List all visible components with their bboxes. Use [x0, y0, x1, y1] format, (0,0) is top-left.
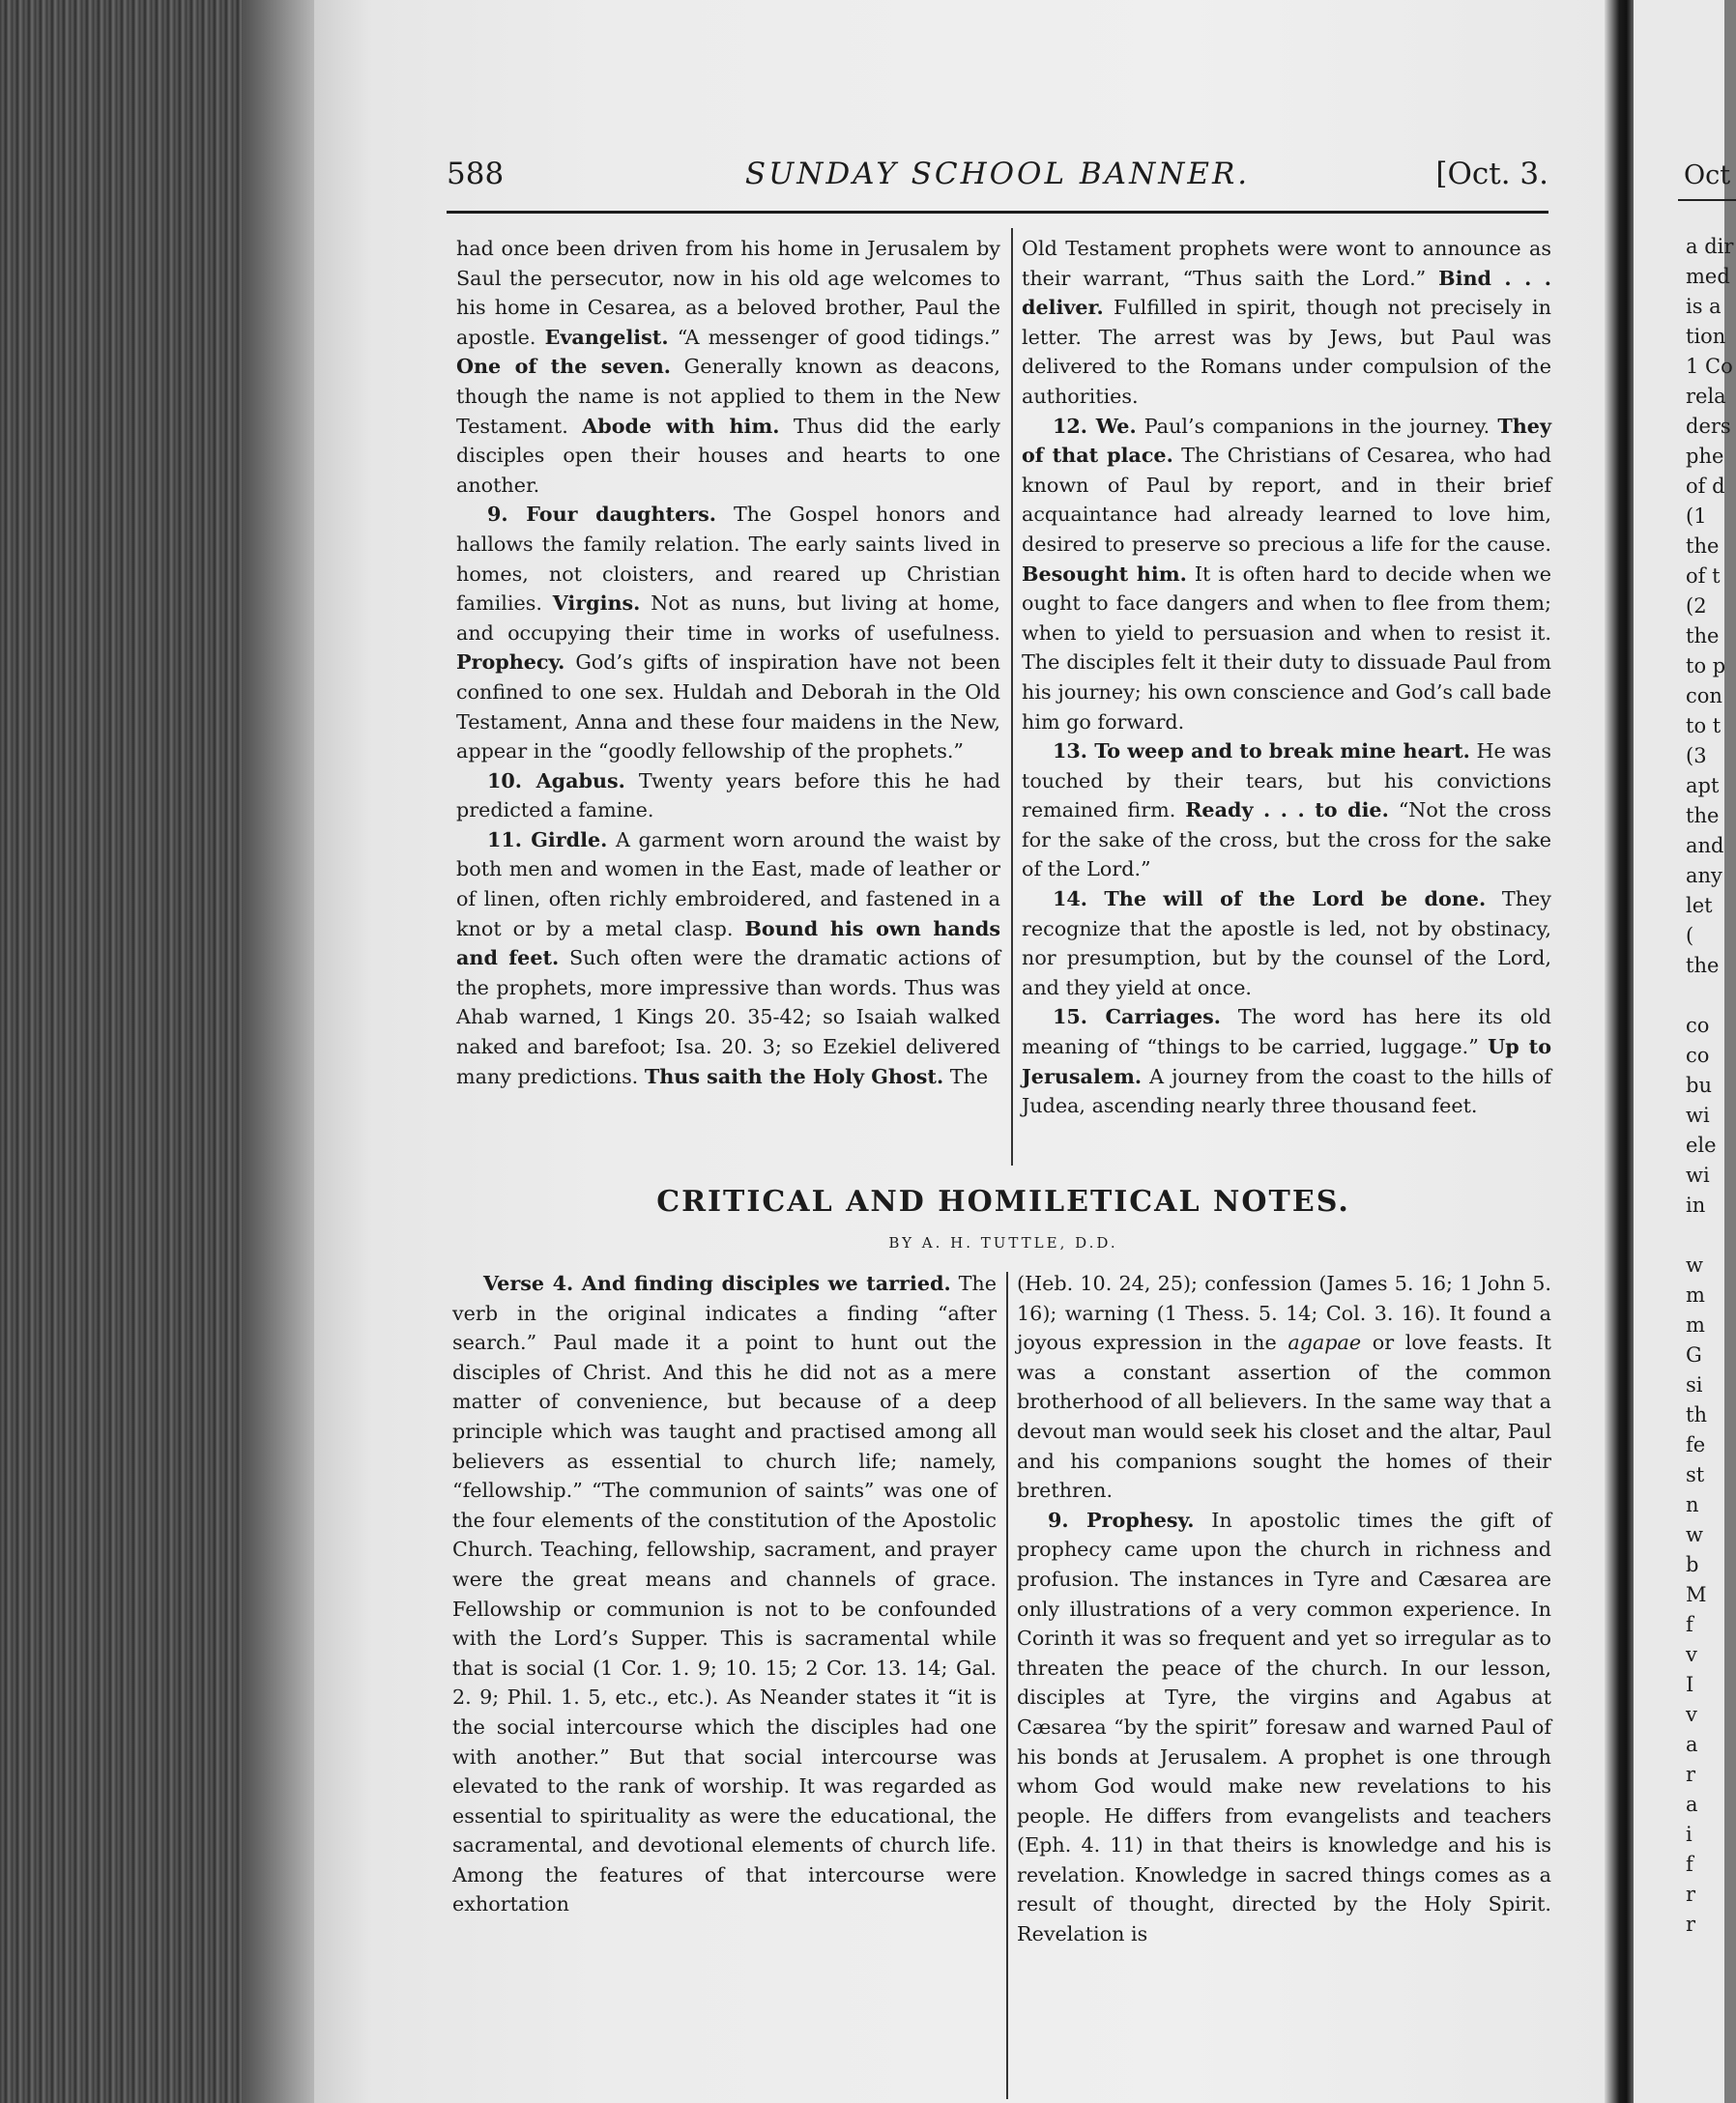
- note-term: Besought him.: [1022, 562, 1187, 586]
- facing-page-line: w: [1686, 1523, 1703, 1546]
- note-term: Evangelist.: [544, 325, 669, 349]
- facing-page-line: to t: [1686, 714, 1722, 737]
- paragraph: [456, 766, 1000, 825]
- facing-page-line: of d: [1686, 475, 1725, 498]
- paragraph: [1022, 884, 1551, 1002]
- facing-page-header-rule: [1678, 199, 1736, 201]
- facing-page-line: si: [1686, 1373, 1703, 1397]
- note-term: Bind . . . deliver.: [1022, 266, 1551, 320]
- facing-page-line: n: [1686, 1493, 1699, 1516]
- lesson-notes-left-column: [456, 234, 1000, 1091]
- note-text: The Christians of Cesarea, who had known of Paul by report, and in their brief acquaintance had already learned to love him, desired to preserve so precious a life for the cause.: [1022, 444, 1551, 556]
- note-text: Paul’s companions in the journey.: [1136, 414, 1498, 438]
- author-byline: BY A. H. TUTTLE, D.D.: [888, 1234, 1118, 1252]
- facing-page-line: wi: [1686, 1104, 1710, 1127]
- facing-page-line: M: [1686, 1583, 1707, 1606]
- facing-page-line: (1: [1686, 504, 1707, 528]
- facing-page-line: a dir: [1686, 235, 1734, 258]
- facing-page-line: phe: [1686, 445, 1724, 468]
- facing-page-line: r: [1686, 1913, 1696, 1936]
- facing-page-line: of t: [1686, 564, 1721, 588]
- note-term: 15. Carriages.: [1053, 1005, 1221, 1029]
- facing-page-line: and: [1686, 834, 1724, 857]
- note-text: A garment worn around the waist by both men and women in the East, made of leather or of linen, often richly embroidered, and fastened in a knot or by a metal clasp.: [456, 827, 1000, 940]
- facing-page-line: tion: [1686, 325, 1726, 348]
- note-text: “A messenger of good tidings.”: [668, 325, 1000, 349]
- facing-page-line: is a: [1686, 295, 1722, 318]
- note-text: The verb in the original indicates a finding “after search.” Paul made it a point to hunt out the disciples of Christ. And this he did not as a mere matter of convenience, but because of a deep principle which was taught and practised among all believers as essential to church life; namely, “fellowship.” “The communion of saints” was one of the four elements of the constitution of the Apostolic Church. Teaching, fellowship, sacrament, and prayer were the great means and channels of grace. Fellowship or communion is not to be confounded with the Lord’s Supper. This is sacramental while that is social (1 Cor. 1. 9; 10. 15; 2 Cor. 13. 14; Gal. 2. 9; Phil. 1. 5, etc., etc.). As Neander states it “it is the social intercourse which the disciples had one with another.” But that social intercourse was elevated to the rank of worship. It was regarded as essential to spirituality as were the educational, the sacramental, and devotional elements of church life. Among the features of that intercourse were exhortation: [452, 1272, 997, 1916]
- note-term: 9. Four daughters.: [487, 503, 717, 527]
- facing-page-line: con: [1686, 684, 1722, 707]
- note-term: Bound his own hands and feet.: [456, 916, 1000, 970]
- facing-page-header: Oct: [1684, 160, 1731, 190]
- facing-page-line: r: [1686, 1883, 1696, 1906]
- note-text: Generally known as deacons, though the name is not applied to them in the New Testament.: [456, 355, 1000, 438]
- note-text: or love feasts. It was a constant assertion of the common brotherhood of all believers. In the same way that a devout man would seek his closet and the altar, Paul and his companions sought the homes of their brethren.: [1017, 1331, 1551, 1503]
- paragraph: [1017, 1269, 1551, 1506]
- facing-page-fragment: [1634, 0, 1734, 2103]
- note-text: In apostolic times the gift of prophecy came upon the church in richness and profusion. The instances in Tyre and Cæsarea are only illustrations of a very common experience. In Corinth it was so frequent and yet so irregular as to threaten the peace of the church. In our lesson, disciples at Tyre, the virgins and Agabus at Cæsarea “by the spirit” foresaw and warned Paul of his bonds at Jerusalem. A prophet is one through whom God would make new revelations to his people. He differs from evangelists and teachers (Eph. 4. 11) in that theirs is knowledge and his is revelation. Knowledge in sacred things comes as a result of thought, directed by the Holy Spirit. Revelation is: [1017, 1508, 1552, 1946]
- paragraph: [452, 1269, 997, 1919]
- lesson-notes-right-column: [1022, 234, 1551, 1121]
- facing-page-line: ele: [1686, 1134, 1717, 1157]
- paragraph: [1022, 736, 1551, 884]
- note-text: (Heb. 10. 24, 25); confession (James 5. 16; 1 John 5. 16); warning (1 Thess. 5. 14; Col. 3. 16). It found a joyous expression in the: [1017, 1272, 1551, 1355]
- note-term: Prophecy.: [456, 650, 565, 675]
- facing-page-line: a: [1686, 1733, 1698, 1756]
- facing-page-line: i: [1686, 1823, 1693, 1846]
- italic-word: agapae: [1288, 1331, 1362, 1355]
- paragraph: [456, 825, 1000, 1091]
- note-text: The word has here its old meaning of “things to be carried, luggage.”: [1022, 1005, 1551, 1059]
- facing-page-line: a: [1686, 1793, 1698, 1816]
- issue-date: [Oct. 3.: [1435, 157, 1548, 191]
- note-text: The: [943, 1064, 989, 1088]
- note-term: 13. To weep and to break mine heart.: [1053, 739, 1470, 763]
- note-text: Such often were the dramatic actions of the prophets, more impressive than words. Thus was Ahab warned, 1 Kings 20. 35-42; so Isaiah walked naked and barefoot; Isa. 20. 3; so Ezekiel delivered many predictions.: [456, 946, 1000, 1088]
- facing-page-line: the: [1686, 804, 1720, 827]
- note-text: Not as nuns, but living at home, and occupying their time in works of usefulness.: [456, 591, 1000, 645]
- running-title: SUNDAY SCHOOL BANNER.: [744, 157, 1251, 191]
- facing-page-line: m: [1686, 1313, 1705, 1337]
- note-term: One of the seven.: [456, 355, 671, 379]
- note-text: Twenty years before this he had predicted a famine.: [456, 768, 1000, 822]
- facing-page-line: the: [1686, 534, 1720, 558]
- note-term: 12. We.: [1053, 414, 1137, 438]
- facing-page-line: f: [1686, 1613, 1693, 1636]
- note-term: Verse 4. And finding disciples we tarried.: [483, 1272, 951, 1295]
- facing-page-line: co: [1686, 1014, 1710, 1037]
- facing-page-line: med: [1686, 265, 1730, 288]
- page-number: 588: [447, 157, 505, 191]
- facing-page-line: ders: [1686, 415, 1731, 438]
- facing-page-line: fe: [1686, 1433, 1706, 1456]
- page-edge-shadow: [242, 0, 319, 2103]
- facing-page-line: the: [1686, 954, 1720, 977]
- facing-page-line: rela: [1686, 385, 1726, 408]
- note-text: Thus did the early disciples open their houses and hearts to one another.: [456, 414, 1000, 497]
- facing-page-line: any: [1686, 864, 1722, 887]
- page-header: [447, 157, 1548, 195]
- note-term: They of that place.: [1022, 414, 1551, 468]
- note-text: The Gospel honors and hallows the family relation. The early saints lived in homes, not cloisters, and reared up Christian families.: [456, 503, 1000, 616]
- note-term: Abode with him.: [582, 414, 780, 438]
- facing-page-line: st: [1686, 1463, 1705, 1486]
- note-term: Thus saith the Holy Ghost.: [644, 1064, 944, 1088]
- facing-page-line: G: [1686, 1343, 1702, 1367]
- facing-page-line: 1 Co: [1686, 355, 1733, 378]
- facing-page-line: f: [1686, 1853, 1693, 1876]
- note-term: 10. Agabus.: [487, 768, 625, 792]
- note-text: Old Testament prophets were wont to announce as their warrant, “Thus saith the Lord.”: [1022, 237, 1551, 290]
- note-text: had once been driven from his home in Jerusalem by Saul the persecutor, now in his old age welcomes to his home in Cesarea, as a beloved brother, Paul the apostle.: [456, 237, 1000, 349]
- facing-page-line: (: [1686, 924, 1694, 947]
- facing-page-line: I: [1686, 1673, 1694, 1696]
- note-term: 14. The will of the Lord be done.: [1053, 887, 1487, 911]
- section-heading: CRITICAL AND HOMILETICAL NOTES.: [656, 1185, 1350, 1219]
- paragraph: [1022, 234, 1551, 412]
- note-text: God’s gifts of inspiration have not been confined to one sex. Huldah and Deborah in the Old Testament, Anna and these four maidens in the New, appear in the “goodly fellowship of the prophets.”: [456, 650, 1000, 763]
- paragraph: [1022, 1002, 1551, 1120]
- facing-page-line: to p: [1686, 654, 1726, 677]
- facing-page-line: wi: [1686, 1164, 1710, 1187]
- note-term: Ready . . . to die.: [1185, 798, 1389, 822]
- facing-page-line: w: [1686, 1253, 1703, 1277]
- facing-page-line: b: [1686, 1553, 1699, 1576]
- note-term: 9. Prophesy.: [1048, 1508, 1195, 1532]
- facing-page-line: bu: [1686, 1074, 1712, 1097]
- column-divider-bottom: [1006, 1272, 1008, 2099]
- facing-page-line: m: [1686, 1283, 1705, 1307]
- facing-page-line: the: [1686, 624, 1720, 648]
- facing-page-line: co: [1686, 1044, 1710, 1067]
- paragraph: [1017, 1506, 1551, 1949]
- facing-page-line: apt: [1686, 774, 1720, 797]
- facing-page-line: r: [1686, 1763, 1696, 1786]
- note-text: “Not the cross for the sake of the cross, but the cross for the sake of the Lord.”: [1022, 798, 1552, 881]
- note-text: Fulfilled in spirit, though not precisely in letter. The arrest was by Jews, but Paul was delivered to the Romans under compulsion of the authorities.: [1022, 296, 1551, 408]
- note-text: It is often hard to decide when we ought to face dangers and when to flee from them; when to yield to persuasion and when to resist it. The disciples felt it their duty to dissuade Paul from his journey; his own conscience and God’s call bade him go forward.: [1022, 562, 1551, 734]
- facing-page-line: th: [1686, 1403, 1707, 1426]
- facing-page-line: v: [1686, 1703, 1697, 1726]
- header-rule: [447, 211, 1548, 214]
- paragraph: [456, 234, 1000, 500]
- facing-page-line: in: [1686, 1194, 1706, 1217]
- facing-page-line: (3: [1686, 744, 1707, 767]
- paragraph: [1022, 412, 1551, 737]
- critical-notes-left-column: [452, 1269, 997, 1919]
- facing-page-line: v: [1686, 1643, 1697, 1666]
- facing-page-line: let: [1686, 894, 1713, 917]
- column-divider-top: [1011, 228, 1013, 1166]
- note-text: They recognize that the apostle is led, not by obstinacy, nor presumption, but by the counsel of the Lord, and they yield at once.: [1022, 887, 1551, 999]
- note-text: A journey from the coast to the hills of Judea, ascending nearly three thousand feet.: [1022, 1064, 1551, 1118]
- note-term: Virgins.: [552, 591, 641, 616]
- note-term: 11. Girdle.: [487, 827, 608, 851]
- facing-page-line: (2: [1686, 594, 1707, 618]
- paragraph: [456, 500, 1000, 765]
- note-text: He was touched by their tears, but his convictions remained firm.: [1022, 739, 1551, 822]
- critical-notes-right-column: [1017, 1269, 1551, 1949]
- note-term: Up to Jerusalem.: [1022, 1035, 1551, 1088]
